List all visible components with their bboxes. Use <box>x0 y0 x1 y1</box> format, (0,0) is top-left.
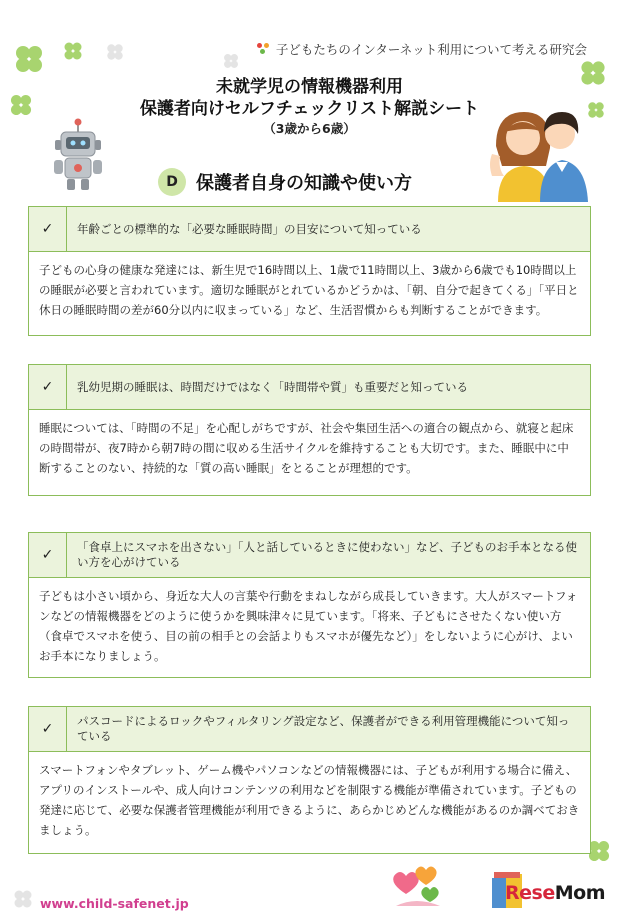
check-mark-icon: ✓ <box>29 533 67 577</box>
clover-icon <box>12 888 34 910</box>
checklist-item <box>28 364 591 496</box>
clover-icon <box>12 42 46 76</box>
clover-icon <box>222 52 240 70</box>
title-line-3: （3歳から6歳） <box>263 121 356 136</box>
clover-icon <box>62 40 84 62</box>
check-mark-icon: ✓ <box>29 207 67 251</box>
parents-icon <box>482 104 594 202</box>
checklist-item <box>28 706 591 854</box>
section-title: 保護者自身の知識や使い方 <box>196 173 412 194</box>
clover-icon <box>105 42 125 62</box>
robot-icon <box>48 118 108 192</box>
checklist-question: 年齢ごとの標準的な「必要な睡眠時間」の目安について知っている <box>77 221 422 236</box>
checklist-question-row <box>29 365 590 410</box>
checklist-question: 乳幼児期の睡眠は、時間だけではなく「時間帯や質」も重要だと知っている <box>77 379 468 394</box>
section-letter-badge: D <box>158 168 186 196</box>
checklist-item <box>28 532 591 678</box>
checklist-item <box>28 206 591 336</box>
dots-icon <box>257 43 271 55</box>
check-mark-icon: ✓ <box>29 707 67 751</box>
checklist-explanation: 子どもの心身の健康な発達には、新生児で16時間以上、1歳で11時間以上、3歳から6歳でも10時間以上の睡眠が必要と言われています。適切な睡眠がとれているかどうかは、「朝、自分で起きてくる」「平日と休日の睡眠時間の差が60分以内に収まっている」など、生活習慣からも判断することができます。 <box>39 263 579 317</box>
checklist-question: パスコードによるロックやフィルタリング設定など、保護者ができる利用管理機能について知っている <box>77 714 570 743</box>
logo-part-1: Rese <box>505 882 555 904</box>
resemom-logo <box>505 882 605 904</box>
checklist-question-row <box>29 207 590 252</box>
organization-name: 子どもたちのインターネット利用について考える研究会 <box>275 42 587 57</box>
section-heading <box>158 168 412 196</box>
checklist-question-row <box>29 707 590 752</box>
title-line-2: 保護者向けセルフチェックリスト解説シート <box>139 99 480 119</box>
checklist-question: 「食卓上にスマホを出さない」「人と話しているときに使わない」など、子どものお手本となる使い方を心がけている <box>77 540 578 569</box>
check-mark-icon: ✓ <box>29 365 67 409</box>
checklist-explanation: 睡眠については、「時間の不足」を心配しがちですが、社会や集団生活への適合の観点から、就寝と起床の時間帯が、夜7時から朝7時の間に収める生活サイクルを維持することも大切です。また、睡眠中に中断することのない、持続的な「質の高い睡眠」をとることが理想的です。 <box>39 421 574 475</box>
checklist-question-row <box>29 533 590 578</box>
hearts-icon <box>392 862 444 912</box>
checklist-explanation: 子どもは小さい頃から、身近な大人の言葉や行動をまねしながら成長していきます。大人がスマートフォンなどの情報機器をどのように使うかを興味津々に見ています。「将来、子どもにさせたくない使い方（食卓でスマホを使う、目の前の相手との会話よりもスマホが優先など）」をしないように心がけ、よいお手本になりましょう。 <box>39 589 578 663</box>
site-url-link[interactable]: www.child-safenet.jp <box>40 896 189 911</box>
checklist-explanation: スマートフォンやタブレット、ゲーム機やパソコンなどの情報機器には、子どもが利用する場合に備え、アプリのインストールや、成人向けコンテンツの利用などを制限する機能が準備されています。子どもの発達に応じて、必要な保護者管理機能が利用できるように、あらかじめどんな機能があるのか調べておきましょう。 <box>39 763 580 837</box>
title-line-1: 未就学児の情報機器利用 <box>216 77 403 97</box>
organization-line <box>257 40 587 58</box>
logo-part-2: Mom <box>554 882 605 904</box>
